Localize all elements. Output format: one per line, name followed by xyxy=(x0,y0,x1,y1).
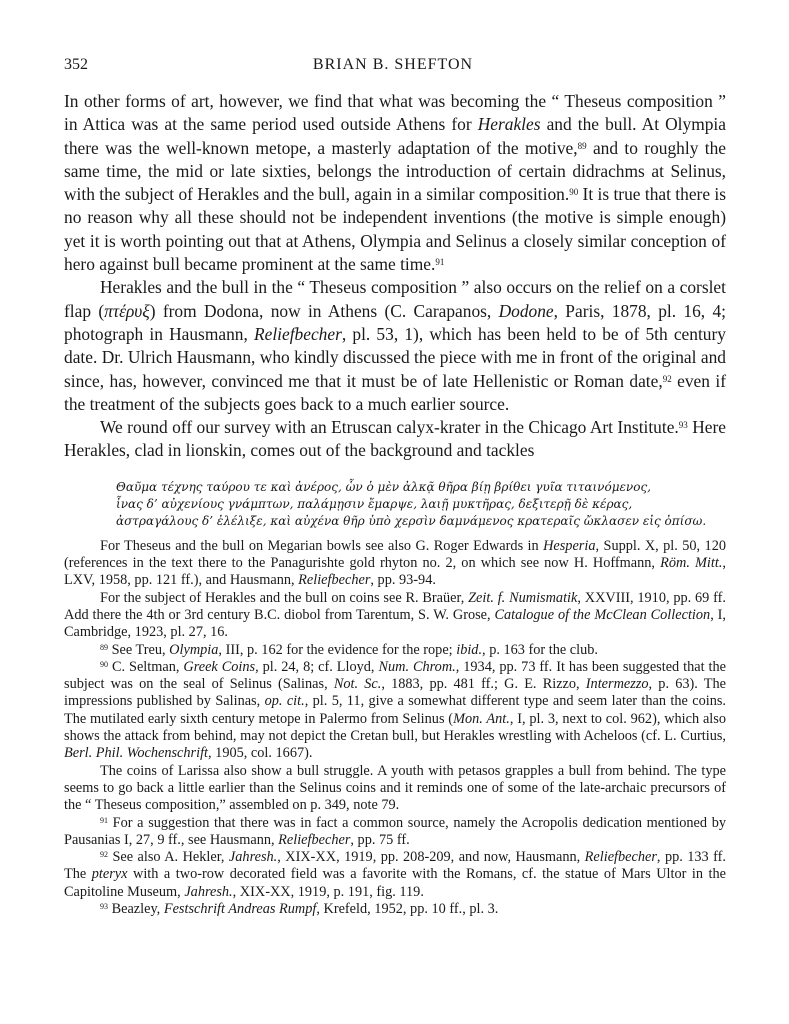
page-number: 352 xyxy=(64,56,88,73)
footnote xyxy=(64,849,726,901)
text-run: , XXVIII, 1910, pp. 69 ff. Add there the 4th or 3rd century B.C. diobol from Tarentum, S. W. Grose, xyxy=(64,589,726,623)
text-run: For the subject of Herakles and the bull on coins see R. Braüer, xyxy=(100,589,469,606)
footnote-ref: 89 xyxy=(100,642,108,652)
italic-text: Hesperia xyxy=(543,537,596,554)
text-run: , Suppl. X, pl. 50, 120 (references in the text there to the Panagurishte gold rhyton no. 2, on which see now H. Hoffmann, xyxy=(64,537,726,572)
footnote-ref: 93 xyxy=(100,901,108,911)
italic-text: Mon. Ant. xyxy=(453,710,510,727)
footnote-ref: 89 xyxy=(577,140,587,151)
italic-text: ibid. xyxy=(456,641,483,658)
footnote-ref: 91 xyxy=(100,815,108,825)
text-run: Beazley, xyxy=(108,900,164,917)
footnote xyxy=(64,815,726,850)
footnote-ref: 92 xyxy=(662,373,672,384)
italic-text: Reliefbecher xyxy=(584,849,657,866)
italic-text: Reliefbecher xyxy=(253,323,342,344)
italic-text: Not. Sc. xyxy=(333,676,382,693)
text-run: ) from Dodona, now in Athens (C. Carapanos, xyxy=(149,300,499,321)
italic-text: Jahresh. xyxy=(184,883,233,900)
text-run: We round off our survey with an Etruscan calyx-krater in the Chicago Art Institute. xyxy=(100,417,679,438)
body-paragraph xyxy=(64,90,726,276)
text-run: , 1883, pp. 481 ff.; G. E. Rizzo, xyxy=(381,676,586,693)
text-run: , 1905, col. 1667). xyxy=(208,745,313,762)
italic-text: pteryx xyxy=(91,866,128,883)
text-run: , Krefeld, 1952, pp. 10 ff., pl. 3. xyxy=(316,900,499,917)
italic-text: Olympia xyxy=(169,641,219,658)
footnote-ref: 91 xyxy=(435,257,445,268)
italic-text: Catalogue of the McClean Collection xyxy=(494,606,711,623)
text-run: , pl. 5, 11, give a somewhat different type and seem later than the coins. The mutilated early sixth century metope in Palermo from Selinus ( xyxy=(64,693,726,727)
text-run: See also A. Hekler, xyxy=(108,849,229,866)
text-run: Herakles and the bull in the “ Theseus composition ” also occurs on the relief on a corslet flap ( xyxy=(64,277,726,321)
text-run: For Theseus and the bull on Megarian bowls see also G. Roger Edwards in xyxy=(100,537,544,554)
running-title: BRIAN B. SHEFTON xyxy=(312,56,474,73)
text-run: , p. 63). The impressions published by Salinas, xyxy=(64,676,726,710)
text-run: For a suggestion that there was in fact a common source, namely the Acropolis dedication mentioned by Pausanias I, 27, 9 ff., see Hausmann, xyxy=(64,814,726,848)
italic-text: Dodone xyxy=(498,300,554,321)
italic-text: Num. Chrom. xyxy=(378,658,456,675)
text-run: , III, p. 162 for the evidence for the rope; xyxy=(218,641,457,658)
text-run: In other forms of art, however, we find that what was becoming the “ Theseus composition ” in Attica was at the same period used outside Athens for xyxy=(64,91,726,135)
text-run: , pl. 53, 1), which has been held to be of 5th century date. Dr. Ulrich Hausmann, who kindly discussed the piece with me in front of the original and since, has, however, convinced me that it must be of late Hellenistic or Roman date, xyxy=(64,323,726,391)
body-paragraph xyxy=(64,416,726,463)
page xyxy=(64,56,726,918)
greek-verse-line: ἶνας δ’ αὐχενίους γνάμπτων, παλάμῃσιν ἔμαρψε, λαιῇ μυκτῆρας, δεξιτερῇ δὲ κέρας, xyxy=(116,496,633,511)
footnote xyxy=(64,901,726,918)
running-header xyxy=(64,56,726,78)
text-run: , p. 163 for the club. xyxy=(482,641,598,658)
text-run: , XIX-XX, 1919, p. 191, fig. 119. xyxy=(232,883,424,900)
body-text xyxy=(64,90,726,463)
italic-text: Röm. Mitt. xyxy=(660,555,723,572)
text-run: , I, pl. 3, next to col. 962), which also shows the attack from behind, may not depict the Cretan bull, but Herakles wrestling with Acheloos (cf. L. Curtius, xyxy=(64,710,726,745)
text-run: , LXV, 1958, pp. 121 ff.), and Hausmann, xyxy=(64,555,726,589)
footnote-ref: 93 xyxy=(678,420,688,431)
text-run: The coins of Larissa also show a bull struggle. A youth with petasos grapples a bull from behind. The type seems to go back a little earlier than the Selinus coins and it reminds one of some of the late-archaic precursors of the “ Theseus composition,” assembled on p. 349, note 79. xyxy=(64,762,726,814)
italic-text: Herakles xyxy=(477,114,541,135)
text-run: See Treu, xyxy=(108,641,170,658)
body-paragraph xyxy=(64,276,726,416)
italic-text: op. cit. xyxy=(264,693,305,710)
greek-verse xyxy=(116,479,726,530)
footnote xyxy=(64,642,726,659)
text-run: , pp. 93-94. xyxy=(370,572,436,589)
text-run: , Paris, 1878, pl. 16, 4; photograph in Hausmann, xyxy=(64,300,726,344)
text-run: , pp. 75 ff. xyxy=(350,831,410,848)
footnotes xyxy=(64,538,726,919)
italic-text: Berl. Phil. Wochenschrift xyxy=(64,745,209,762)
footnote-ref: 90 xyxy=(100,659,108,669)
italic-text: πτέρυξ xyxy=(104,300,150,321)
footnote-ref: 92 xyxy=(100,850,108,860)
italic-text: Festschrift Andreas Rumpf xyxy=(163,900,317,917)
text-run: with a two-row decorated field was a favorite with the Romans, cf. the statue of Mars Ultor in the Capitoline Museum, xyxy=(64,866,727,900)
text-run: It is true that there is no reason why all these should not be independent inventions (the motive is simple enough) yet it is worth pointing out that at Athens, Olympia and Selinus a closely similar conception of hero against bull became prominent at the same time. xyxy=(64,184,726,275)
italic-text: Jahresh. xyxy=(228,849,278,866)
greek-verse-line: ἀστραγάλους δ’ ἐλέλιξε, καὶ αὐχένα θῆρ ὑπὸ χερσὶν δαμνάμενος κρατεραῖς ὤκλασεν εἰς ὀπίσω. xyxy=(116,513,707,528)
footnote xyxy=(64,659,726,763)
text-run: and to roughly the same time, the mid or late sixties, belongs the introduction of certain didrachms at Selinus, with the subject of Herakles and the bull, again in a similar composition. xyxy=(64,137,727,205)
footnote xyxy=(64,590,726,642)
footnote xyxy=(64,538,726,590)
text-run: , 1934, pp. 73 ff. It has been suggested that the subject was on the seal of Selinus (Salinas, xyxy=(64,658,726,693)
italic-text: Reliefbecher xyxy=(278,831,351,848)
footnote-ref: 90 xyxy=(569,187,579,198)
footnote xyxy=(64,763,726,815)
text-run: even if the treatment of the subjects goes back to a much earlier source. xyxy=(64,370,726,414)
italic-text: Reliefbecher xyxy=(298,572,371,589)
italic-text: Intermezzo xyxy=(585,676,649,693)
text-run: , pp. 133 ff. The xyxy=(64,849,726,883)
text-run: and the bull. At Olympia there was the well-known metope, a masterly adaptation of the motive, xyxy=(64,114,726,158)
text-run: Here Herakles, clad in lionskin, comes out of the background and tackles xyxy=(64,417,726,461)
greek-verse-line: Θαῦμα τέχνης ταύρου τε καὶ ἀνέρος, ὧν ὁ μὲν ἀλκᾷ θῆρα βίῃ βρίθει γυῖα τιταινόμενος, xyxy=(116,479,651,494)
italic-text: Zeit. f. Numismatik xyxy=(468,589,578,606)
text-run: , I, Cambridge, 1923, pl. 27, 16. xyxy=(64,606,726,641)
text-run: , XIX-XX, 1919, pp. 208-209, and now, Hausmann, xyxy=(277,849,585,866)
text-run: C. Seltman, xyxy=(108,658,184,675)
text-run: , pl. 24, 8; cf. Lloyd, xyxy=(255,658,379,675)
italic-text: Greek Coins xyxy=(183,658,256,675)
